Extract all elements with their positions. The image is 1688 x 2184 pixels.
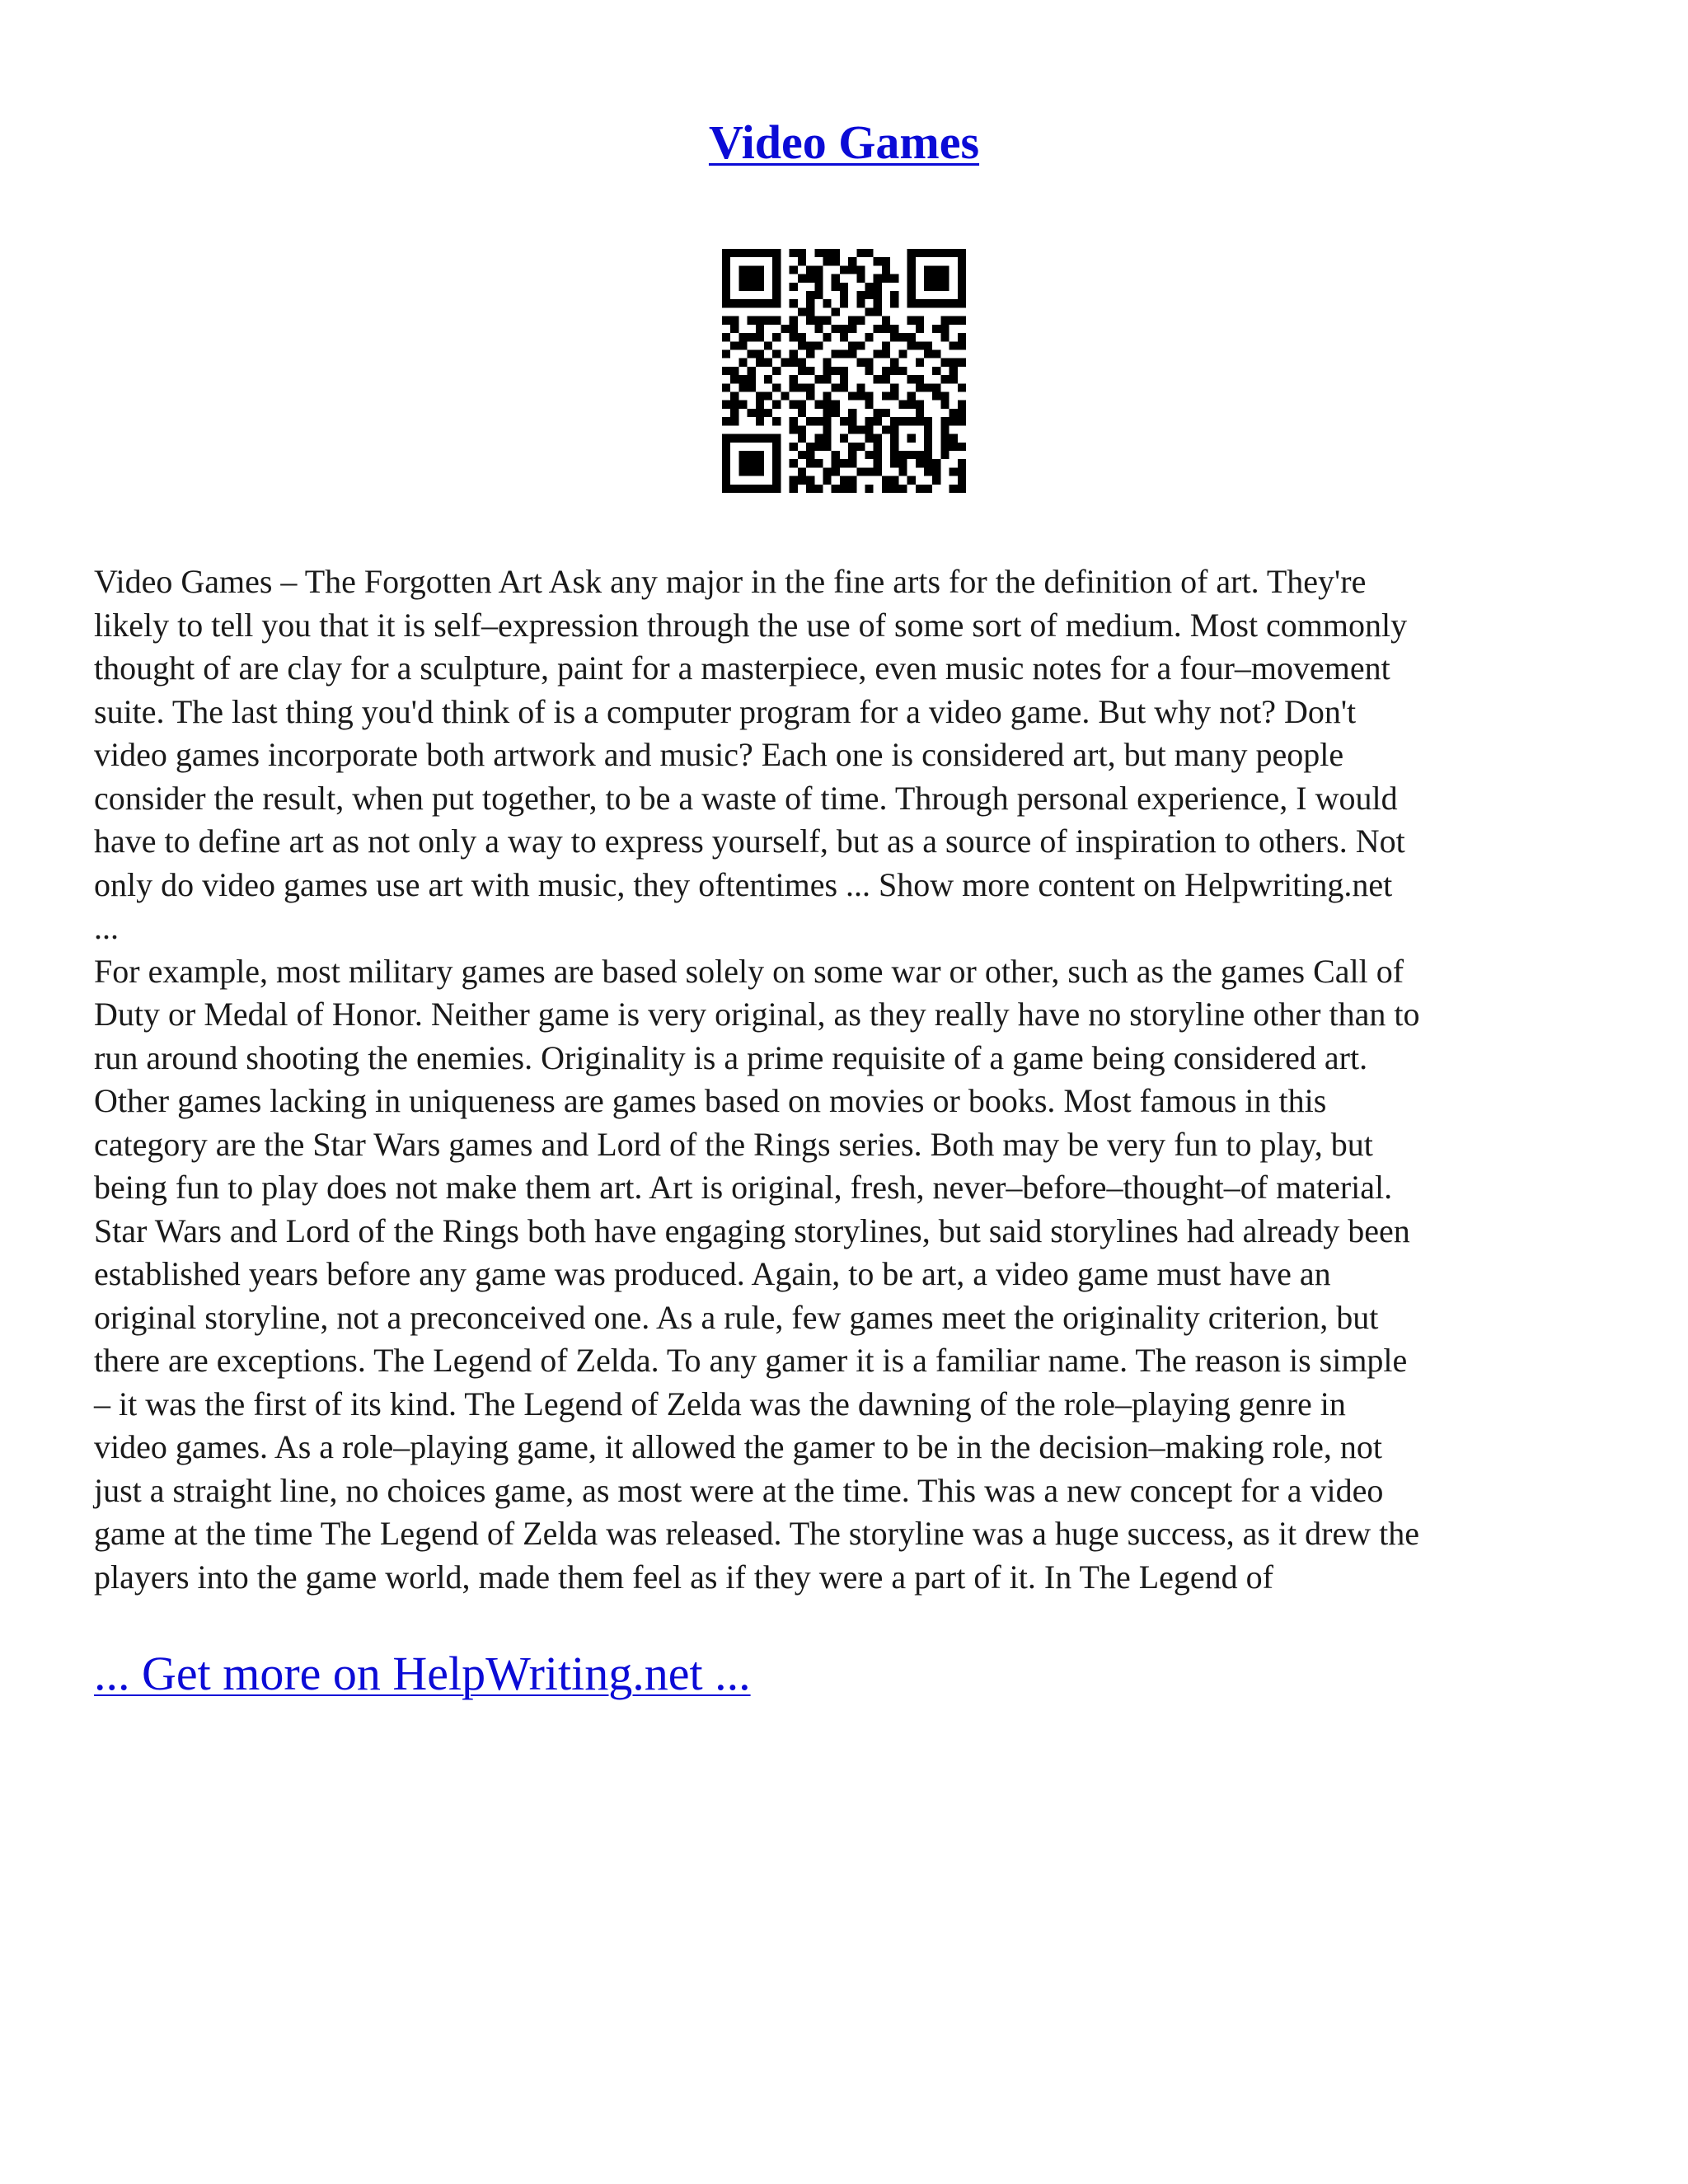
get-more-container: [94, 1645, 751, 1703]
qr-code-icon: [722, 249, 966, 493]
get-more-link[interactable]: ... Get more on HelpWriting.net ...: [94, 1647, 751, 1700]
title-link[interactable]: Video Games: [708, 115, 980, 169]
paragraph-1: Video Games – The Forgotten Art Ask any major in the fine arts for the definition of art. They're likely to tell you that it is self–expression through the use of some sort of medium. Most commonly thought of are clay for a sculpture, paint for a masterpiece, even music notes for a four–movement suite. The last thing you'd think of is a computer program for a video game. But why not? Don't video games incorporate both artwork and music? Each one is considered art, but many people consider the result, when put together, to be a waste of time. Through personal experience, I would have to define art as not only a way to express yourself, but as a source of inspiration to others. Not only do video games use art with music, they oftentimes ... Show more content on Helpwriting.net ...: [94, 563, 1408, 946]
article-body: [94, 560, 1602, 1599]
page-title: [0, 114, 1688, 171]
paragraph-2: For example, most military games are based solely on some war or other, such as the games Call of Duty or Medal of Honor. Neither game is very original, as they really have no storyline other than to run around shooting the enemies. Originality is a prime requisite of a game being considered art. Other games lacking in uniqueness are games based on movies or books. Most famous in this category are the Star Wars games and Lord of the Rings series. Both may be very fun to play, but being fun to play does not make them art. Art is original, fresh, never–before–thought–of material. Star Wars and Lord of the Rings both have engaging storylines, but said storylines had already been established years before any game was produced. Again, to be art, a video game must have an original storyline, not a preconceived one. As a rule, few games meet the originality criterion, but there are exceptions. The Legend of Zelda. To any gamer it is a familiar name. The reason is simple – it was the first of its kind. The Legend of Zelda was the dawning of the role–playing genre in video games. As a role–playing game, it allowed the gamer to be in the decision–making role, not just a straight line, no choices game, as most were at the time. This was a new concept for a video game at the time The Legend of Zelda was released. The storyline was a huge success, as it drew the players into the game world, made them feel as if they were a part of it. In The Legend of: [94, 952, 1420, 1596]
